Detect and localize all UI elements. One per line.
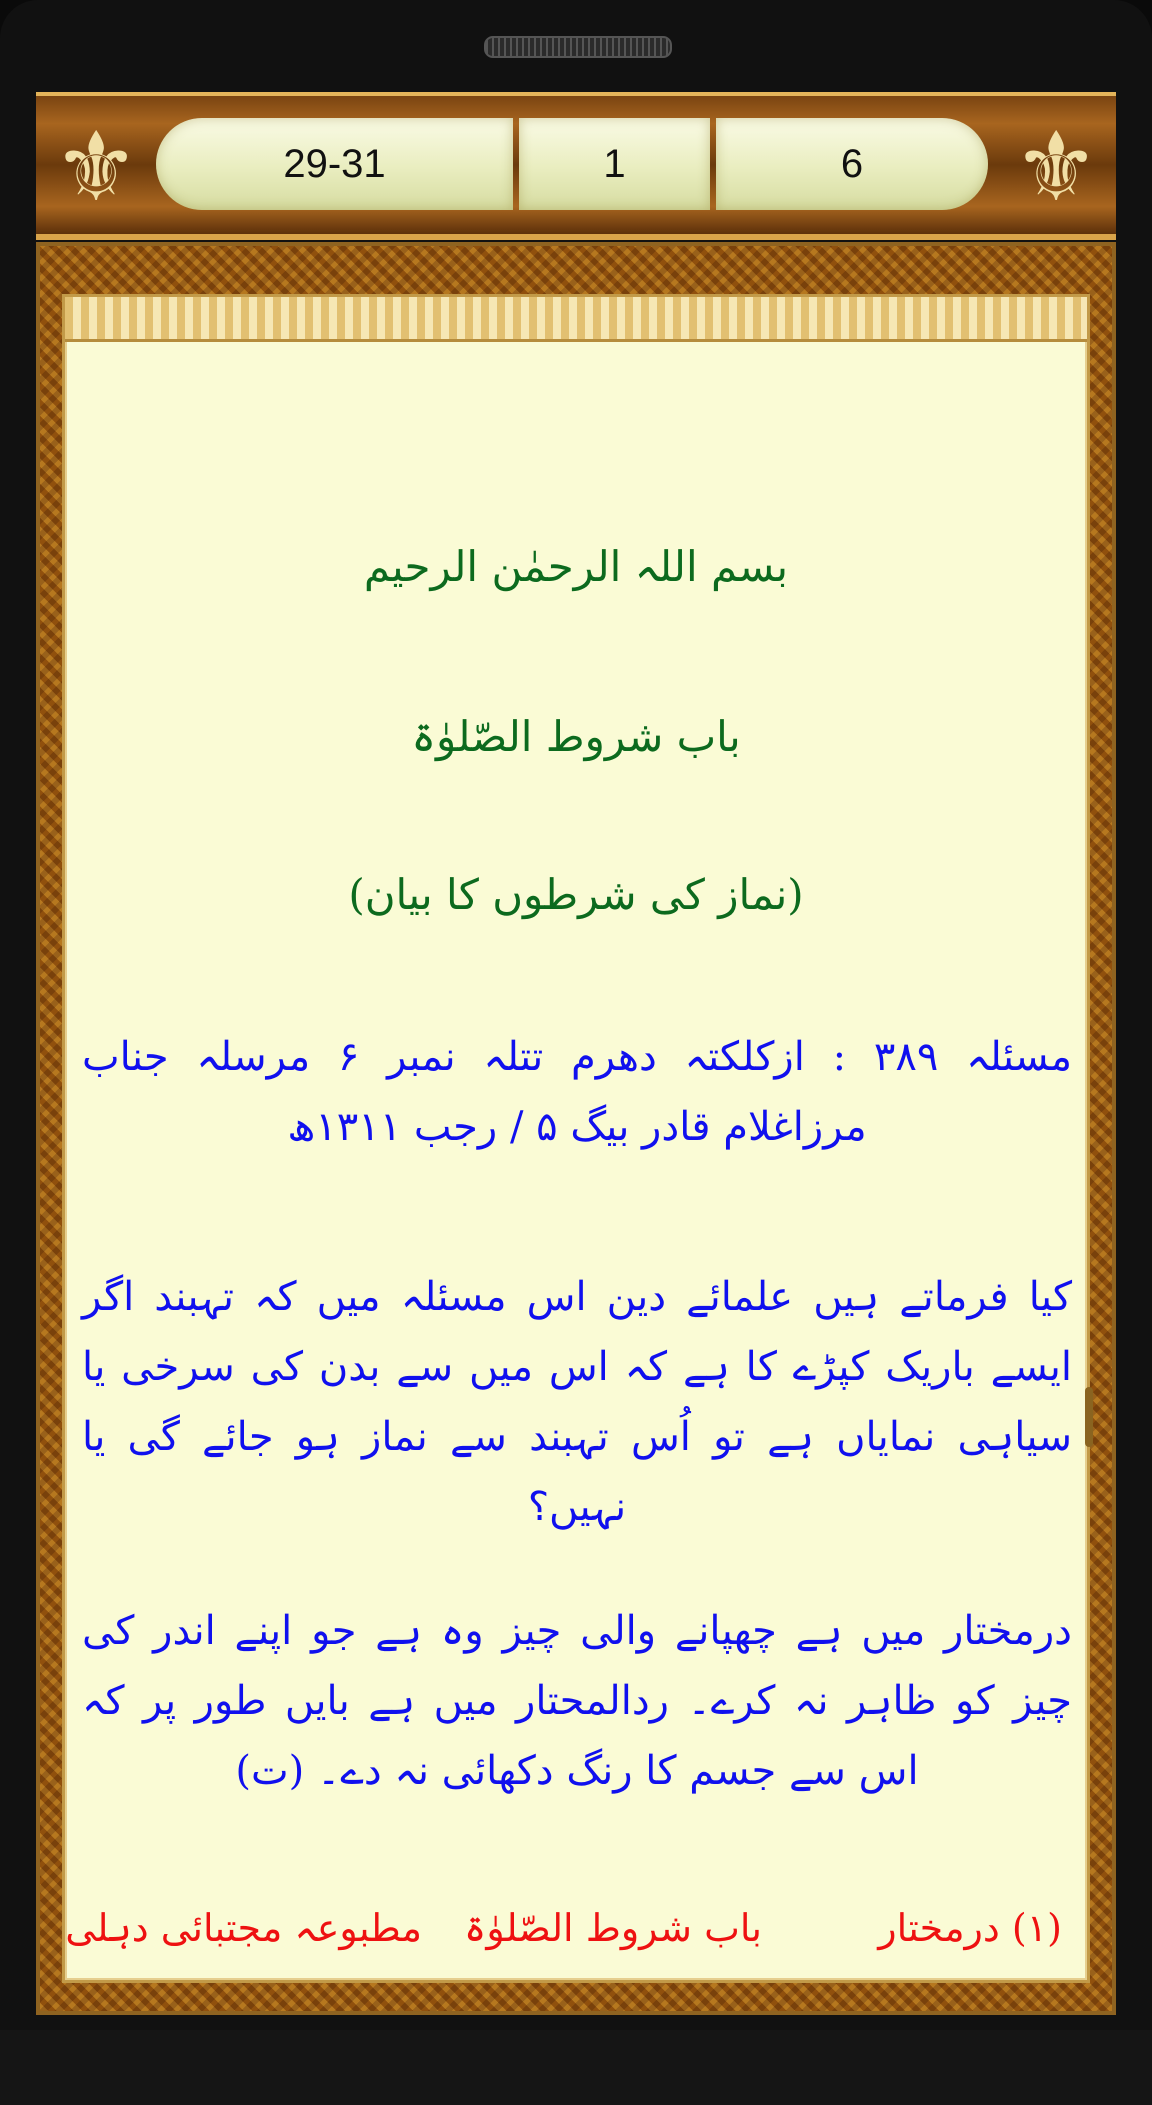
fleur-ornament-icon: ⚜ bbox=[1012, 111, 1100, 223]
volume-cell[interactable]: 1 bbox=[519, 118, 710, 210]
question-paragraph: کیا فرماتے ہیں علمائے دین اس مسئلہ میں کہ تہبند اگر ایسے باریک کپڑے کا ہے کہ اس میں سے بدن کی سرخی یا سیاہی نمایاں ہے تو اُس تہبند سے نماز ہو جائے گی یا نہیں؟ bbox=[82, 1274, 1072, 1530]
page-number-cell[interactable]: 6 bbox=[716, 118, 988, 210]
decorative-band bbox=[65, 297, 1087, 342]
masala-heading: مسئلہ ۳۸۹ : ازکلکتہ دھرم تتلہ نمبر ۶ مرسلہ جناب مرزاغلام قادر بیگ ۵ / رجب ۱۳۱۱ھ bbox=[82, 1034, 1073, 1150]
scroll-indicator[interactable] bbox=[1085, 1387, 1093, 1447]
answer-paragraph: درمختار میں ہے چھپانے والی چیز وہ ہے جو اپنے اندر کی چیز کو ظاہر نہ کرے۔ ردالمحتار میں ہے بایں طور پر کہ اس سے جسم کا رنگ دکھائی نہ دے۔ (ت) bbox=[82, 1608, 1072, 1794]
header-cells bbox=[126, 118, 1026, 210]
footnote bbox=[65, 1906, 1062, 1966]
bottom-bezel bbox=[0, 2030, 1152, 2105]
chapter-subtitle: (نماز کی شرطوں کا بیان) bbox=[348, 870, 804, 919]
footnote-source: (۱) درمختار bbox=[878, 1906, 1062, 1950]
footnote-publisher: مطبوعہ مجتبائی دہلی bbox=[65, 1906, 422, 1950]
speaker-grille bbox=[484, 36, 672, 58]
page-range-cell[interactable]: 29-31 bbox=[156, 118, 513, 210]
basmala-heading: بسم اللہ الرحمٰن الرحیم bbox=[363, 542, 789, 591]
chapter-title: باب شروط الصّلوٰۃ bbox=[411, 712, 741, 761]
fleur-ornament-icon: ⚜ bbox=[52, 111, 140, 223]
footnote-chapter: باب شروط الصّلوٰۃ bbox=[464, 1906, 762, 1950]
page-header-bar bbox=[36, 92, 1116, 240]
